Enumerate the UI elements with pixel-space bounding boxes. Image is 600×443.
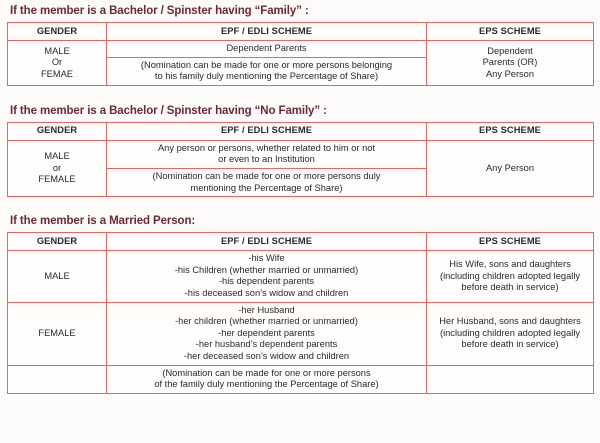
epf-item: -his Children (whether married or unmarried) [174,264,359,275]
epf-item: -her Husband [238,304,295,315]
eps-line-2: (including children adopted legally [439,270,581,281]
section-heading-family: If the member is a Bachelor / Spinster having “Family” : [10,5,309,17]
cell-eps-female [427,302,594,365]
eps-line-2: Parents (OR) [482,57,538,68]
column-header-gender: GENDER [8,23,107,41]
eps-line-3: before death in service) [461,282,559,293]
epf-item: -his deceased son’s widow and children [184,287,349,298]
footer-note-line-1: (Nomination can be made for one or more persons [162,367,371,378]
cell-epf-primary [107,140,427,168]
column-header-epf: EPF / EDLI SCHEME [107,233,427,251]
gender-line-male: MALE [44,151,70,162]
section-bachelor-with-family [7,0,593,86]
column-header-gender: GENDER [8,233,107,251]
cell-eps [427,41,594,86]
column-header-epf: EPF / EDLI SCHEME [107,122,427,140]
epf-item: -her dependent parents [218,327,315,338]
epf-item: -his dependent parents [218,276,315,287]
gender-line-female: FEMAE [40,68,74,79]
eps-line-1: His Wife, sons and daughters [449,258,571,269]
cell-epf-note [107,168,427,196]
section-bachelor-no-family [7,86,593,197]
table-header-row [8,122,594,140]
table-row [8,140,594,168]
epf-item: -her children (whether married or unmarried) [175,316,358,327]
cell-eps: Any Person [427,140,594,196]
gender-line-male: MALE [44,45,70,56]
table-header-row [8,23,594,41]
eps-line-1: Dependent [487,45,533,56]
column-header-eps: EPS SCHEME [427,233,594,251]
cell-gender [8,140,107,196]
table-bachelor-no-family [7,122,594,197]
column-header-epf: EPF / EDLI SCHEME [107,23,427,41]
column-header-eps: EPS SCHEME [427,122,594,140]
table-header-row [8,233,594,251]
eps-line-2: (including children adopted legally [439,327,581,338]
epf-item: -his Wife [248,253,285,264]
cell-epf-note [107,57,427,85]
cell-eps-empty [427,365,594,393]
eps-line-1: Her Husband, sons and daughters [439,316,581,327]
epf-note-line-2: mentioning the Percentage of Share) [190,182,343,193]
table-bachelor-with-family [7,22,594,86]
table-row [8,41,594,58]
epf-item: -her deceased son’s widow and children [183,350,350,361]
epf-note-line-1: (Nomination can be made for one or more persons duly [152,170,381,181]
gender-line-conjunction: or [52,162,62,173]
section-heading-married: If the member is a Married Person: [10,215,196,228]
column-header-gender: GENDER [8,122,107,140]
epf-note-line-2: to his family duly mentioning the Percentage of Share) [154,71,379,82]
cell-eps-male [427,251,594,302]
table-married-person [7,232,594,394]
section-married-person [7,197,593,394]
epf-primary-line-1: Any person or persons, whether related to him or not [157,142,376,153]
table-row-female [8,302,594,365]
table-row-footer-note [8,365,594,393]
cell-epf-primary: Dependent Parents [107,41,427,58]
epf-primary-line-2: or even to an Institution [218,154,315,165]
gender-line-female: FEMALE [38,174,76,185]
cell-gender [8,41,107,86]
epf-item: -her husband’s dependent parents [195,339,338,350]
cell-epf-female [107,302,427,365]
footer-note-line-2: of the family duly mentioning the Percentage of Share) [154,379,379,390]
section-heading-no-family: If the member is a Bachelor / Spinster having “No Family” : [10,104,327,117]
eps-line-3: Any Person [485,68,535,79]
cell-footer-note [107,365,427,393]
cell-epf-male [107,251,427,302]
cell-gender-male: MALE [8,251,107,302]
cell-gender-empty [8,365,107,393]
cell-gender-female: FEMALE [8,302,107,365]
eps-line-3: before death in service) [461,339,559,350]
table-row-male [8,251,594,302]
gender-line-conjunction: Or [51,57,63,68]
epf-note-line-1: (Nomination can be made for one or more persons belonging [140,59,393,70]
column-header-eps: EPS SCHEME [427,23,594,41]
